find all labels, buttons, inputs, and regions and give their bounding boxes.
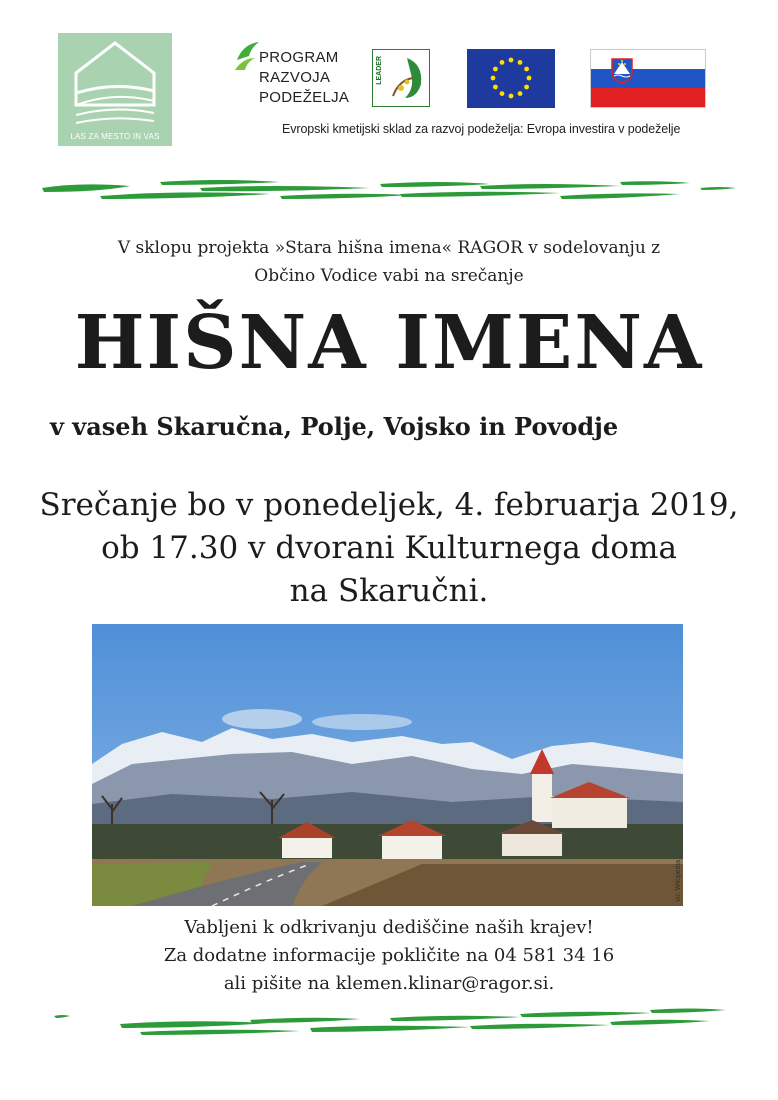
slovenia-coat-of-arms-icon [611,58,633,84]
footer-line: ali pišite na klemen.klinar@ragor.si. [223,973,555,994]
eu-flag-icon [467,49,555,108]
leader-emblem-icon [387,54,427,102]
prp-line: PROGRAM [259,49,339,66]
meeting-line: na Skaručni. [289,573,489,609]
bottom-brush-divider [50,1002,730,1040]
leader-logo [372,49,430,107]
fund-text: Evropski kmetijski sklad za razvoj podeželja: Evropa investira v podeželje [282,122,681,136]
prp-line: RAZVOJA [259,69,331,86]
page-title: HIŠNA IMENA [74,300,704,386]
footer-line: Za dodatne informacije pokličite na 04 581 34 16 [163,945,615,966]
prp-text [259,48,349,108]
intro-line: V sklopu projekta »Stara hišna imena« RAGOR v sodelovanju z [117,238,661,258]
las-logo [58,33,172,146]
meeting-line: ob 17.30 v dvorani Kulturnega doma [101,530,677,566]
program-razvoja-podezelja-logo [233,40,353,112]
footer-text [0,914,778,998]
leader-word: LEADER [376,56,383,85]
meeting-line: Srečanje bo v ponedeljek, 4. februarja 2019, [39,487,739,523]
footer-line: Vabljeni k odkrivanju dediščine naših krajev! [184,917,594,938]
top-brush-divider [40,172,740,206]
intro-line: Občino Vodice vabi na srečanje [254,266,524,286]
photo-credit: vir: Wikipedia [675,860,682,902]
meeting-details [0,484,778,613]
village-photo [92,624,683,906]
subtitle: v vaseh Skaručna, Polje, Vojsko in Povodje [50,412,619,441]
slovenia-flag-icon [590,49,706,108]
intro-text [0,234,778,290]
las-logo-caption: LAS ZA MESTO IN VAS [70,132,160,141]
las-house-icon [58,33,172,133]
prp-line: PODEŽELJA [259,89,350,106]
